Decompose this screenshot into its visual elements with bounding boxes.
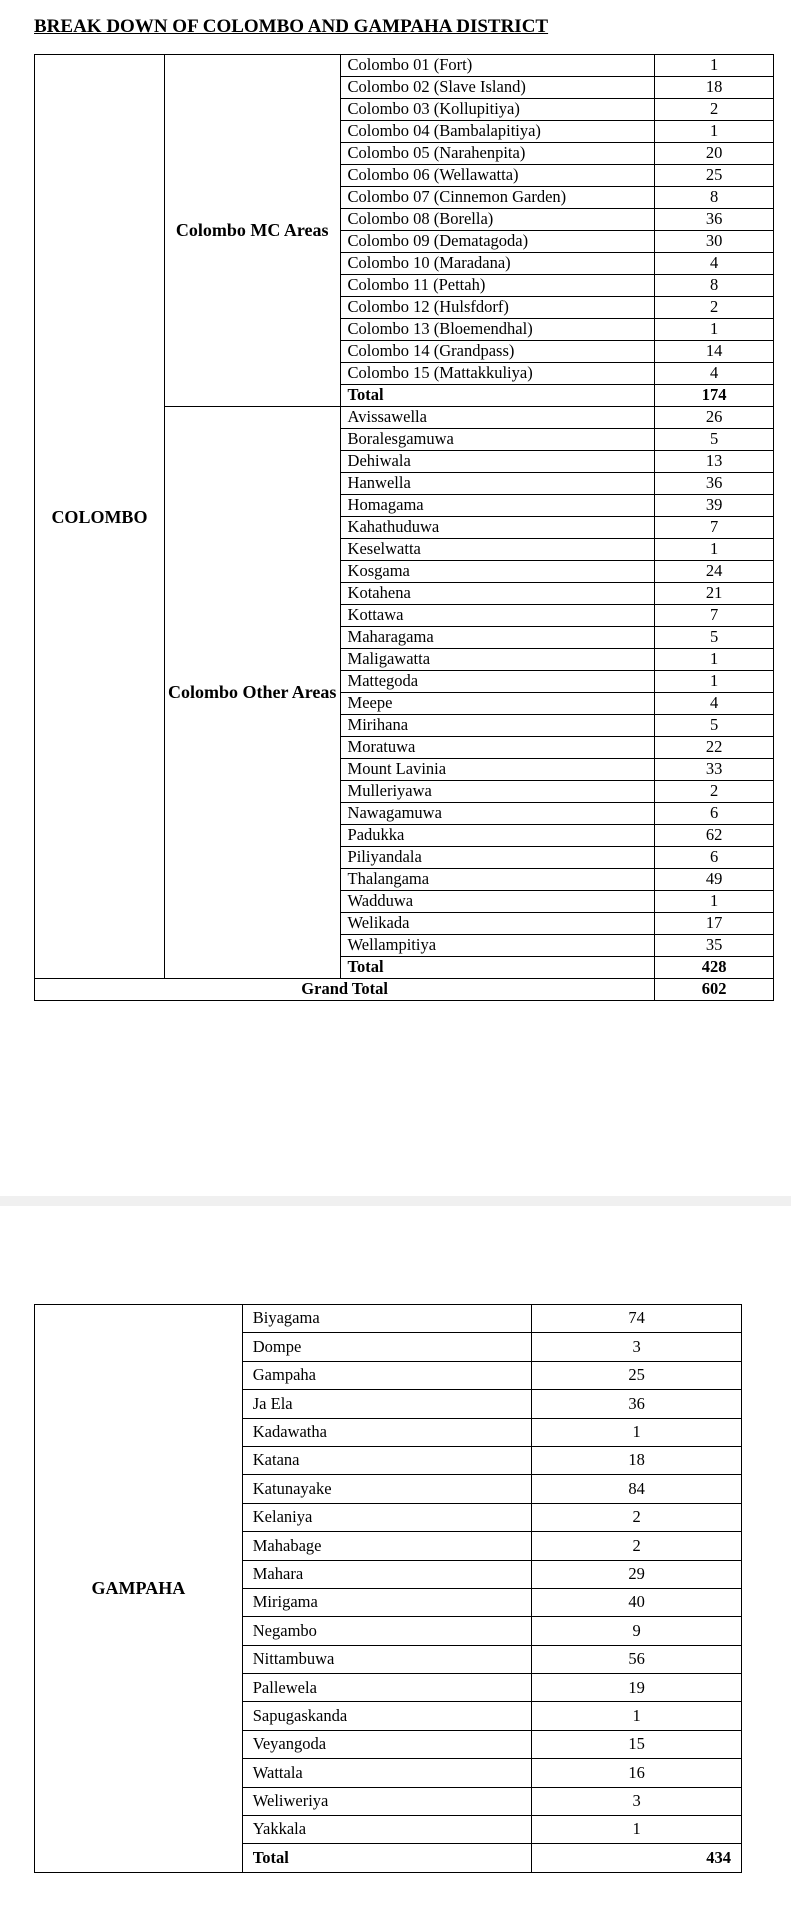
place-count: 20	[655, 143, 774, 165]
place-name: Colombo 10 (Maradana)	[340, 253, 655, 275]
place-name: Colombo 04 (Bambalapitiya)	[340, 121, 655, 143]
place-count: 1	[532, 1702, 742, 1730]
place-name: Colombo 07 (Cinnemon Garden)	[340, 187, 655, 209]
place-name: Homagama	[340, 495, 655, 517]
place-count: 5	[655, 627, 774, 649]
place-count: 39	[655, 495, 774, 517]
place-name: Nawagamuwa	[340, 803, 655, 825]
place-name: Gampaha	[242, 1361, 532, 1389]
place-count: 6	[655, 803, 774, 825]
place-name: Ja Ela	[242, 1390, 532, 1418]
place-count: 35	[655, 935, 774, 957]
place-count: 25	[655, 165, 774, 187]
place-count: 1	[532, 1816, 742, 1844]
place-name: Boralesgamuwa	[340, 429, 655, 451]
place-name: Pallewela	[242, 1674, 532, 1702]
subtotal-value: 174	[655, 385, 774, 407]
place-count: 25	[532, 1361, 742, 1389]
place-name: Colombo 12 (Hulsfdorf)	[340, 297, 655, 319]
place-name: Weliweriya	[242, 1787, 532, 1815]
place-name: Padukka	[340, 825, 655, 847]
place-name: Veyangoda	[242, 1730, 532, 1758]
place-name: Mattegoda	[340, 671, 655, 693]
place-name: Colombo 15 (Mattakkuliya)	[340, 363, 655, 385]
page-separator	[0, 1196, 791, 1206]
place-count: 6	[655, 847, 774, 869]
place-name: Avissawella	[340, 407, 655, 429]
place-name: Colombo 08 (Borella)	[340, 209, 655, 231]
place-name: Colombo 06 (Wellawatta)	[340, 165, 655, 187]
place-name: Welikada	[340, 913, 655, 935]
place-count: 74	[532, 1305, 742, 1333]
place-name: Thalangama	[340, 869, 655, 891]
place-name: Meepe	[340, 693, 655, 715]
area-group-label-other: Colombo Other Areas	[164, 407, 340, 979]
place-name: Dompe	[242, 1333, 532, 1361]
place-name: Maligawatta	[340, 649, 655, 671]
place-count: 7	[655, 517, 774, 539]
page-title: BREAK DOWN OF COLOMBO AND GAMPAHA DISTRICT	[34, 16, 549, 37]
place-count: 36	[532, 1390, 742, 1418]
district-label-colombo: COLOMBO	[35, 55, 165, 979]
place-count: 56	[532, 1645, 742, 1673]
place-name: Kosgama	[340, 561, 655, 583]
subtotal-value: 428	[655, 957, 774, 979]
place-count: 29	[532, 1560, 742, 1588]
place-count: 4	[655, 253, 774, 275]
place-count: 33	[655, 759, 774, 781]
place-name: Dehiwala	[340, 451, 655, 473]
place-count: 2	[532, 1532, 742, 1560]
place-name: Colombo 02 (Slave Island)	[340, 77, 655, 99]
area-group-label-mc: Colombo MC Areas	[164, 55, 340, 407]
place-count: 9	[532, 1617, 742, 1645]
place-name: Wadduwa	[340, 891, 655, 913]
place-count: 36	[655, 473, 774, 495]
place-count: 1	[655, 891, 774, 913]
place-count: 3	[532, 1787, 742, 1815]
place-count: 16	[532, 1759, 742, 1787]
place-name: Colombo 05 (Narahenpita)	[340, 143, 655, 165]
place-name: Katunayake	[242, 1475, 532, 1503]
place-name: Nittambuwa	[242, 1645, 532, 1673]
place-name: Colombo 11 (Pettah)	[340, 275, 655, 297]
place-count: 1	[655, 55, 774, 77]
colombo-table	[34, 54, 774, 1001]
place-count: 1	[655, 671, 774, 693]
place-count: 1	[655, 319, 774, 341]
place-name: Mahabage	[242, 1532, 532, 1560]
place-count: 30	[655, 231, 774, 253]
subtotal-label: Total	[340, 385, 655, 407]
grand-total-value: 602	[655, 979, 774, 1001]
place-count: 21	[655, 583, 774, 605]
place-count: 8	[655, 187, 774, 209]
place-name: Colombo 01 (Fort)	[340, 55, 655, 77]
place-name: Wattala	[242, 1759, 532, 1787]
place-count: 7	[655, 605, 774, 627]
place-name: Colombo 13 (Bloemendhal)	[340, 319, 655, 341]
place-name: Kelaniya	[242, 1503, 532, 1531]
place-count: 19	[532, 1674, 742, 1702]
place-count: 17	[655, 913, 774, 935]
place-name: Colombo 14 (Grandpass)	[340, 341, 655, 363]
place-name: Biyagama	[242, 1305, 532, 1333]
place-count: 24	[655, 561, 774, 583]
grand-total-label: Grand Total	[35, 979, 655, 1001]
place-count: 4	[655, 693, 774, 715]
place-name: Katana	[242, 1446, 532, 1474]
place-count: 26	[655, 407, 774, 429]
place-name: Mahara	[242, 1560, 532, 1588]
place-count: 62	[655, 825, 774, 847]
total-label: Total	[242, 1844, 532, 1872]
place-name: Yakkala	[242, 1816, 532, 1844]
table-row	[35, 1305, 742, 1333]
place-name: Kottawa	[340, 605, 655, 627]
grand-total-row	[35, 979, 774, 1001]
place-count: 1	[655, 539, 774, 561]
place-name: Piliyandala	[340, 847, 655, 869]
place-name: Sapugaskanda	[242, 1702, 532, 1730]
place-name: Colombo 09 (Dematagoda)	[340, 231, 655, 253]
place-name: Mount Lavinia	[340, 759, 655, 781]
place-count: 13	[655, 451, 774, 473]
place-name: Kahathuduwa	[340, 517, 655, 539]
district-label-gampaha: GAMPAHA	[35, 1305, 243, 1873]
place-count: 22	[655, 737, 774, 759]
place-count: 1	[655, 649, 774, 671]
place-name: Moratuwa	[340, 737, 655, 759]
table-row	[35, 55, 774, 77]
place-name: Hanwella	[340, 473, 655, 495]
place-name: Colombo 03 (Kollupitiya)	[340, 99, 655, 121]
place-name: Negambo	[242, 1617, 532, 1645]
place-count: 4	[655, 363, 774, 385]
place-count: 2	[655, 99, 774, 121]
place-count: 18	[655, 77, 774, 99]
place-count: 18	[532, 1446, 742, 1474]
place-name: Kotahena	[340, 583, 655, 605]
total-value: 434	[532, 1844, 742, 1872]
place-count: 5	[655, 715, 774, 737]
place-count: 5	[655, 429, 774, 451]
gampaha-table	[34, 1304, 742, 1873]
place-name: Kadawatha	[242, 1418, 532, 1446]
place-count: 36	[655, 209, 774, 231]
place-count: 49	[655, 869, 774, 891]
place-count: 2	[655, 297, 774, 319]
place-count: 14	[655, 341, 774, 363]
place-count: 1	[532, 1418, 742, 1446]
place-name: Mirihana	[340, 715, 655, 737]
place-count: 3	[532, 1333, 742, 1361]
place-count: 2	[532, 1503, 742, 1531]
place-name: Maharagama	[340, 627, 655, 649]
place-count: 40	[532, 1588, 742, 1616]
place-count: 2	[655, 781, 774, 803]
place-count: 1	[655, 121, 774, 143]
place-count: 8	[655, 275, 774, 297]
place-name: Mulleriyawa	[340, 781, 655, 803]
place-name: Keselwatta	[340, 539, 655, 561]
place-count: 84	[532, 1475, 742, 1503]
subtotal-label: Total	[340, 957, 655, 979]
place-name: Wellampitiya	[340, 935, 655, 957]
place-count: 15	[532, 1730, 742, 1758]
place-name: Mirigama	[242, 1588, 532, 1616]
